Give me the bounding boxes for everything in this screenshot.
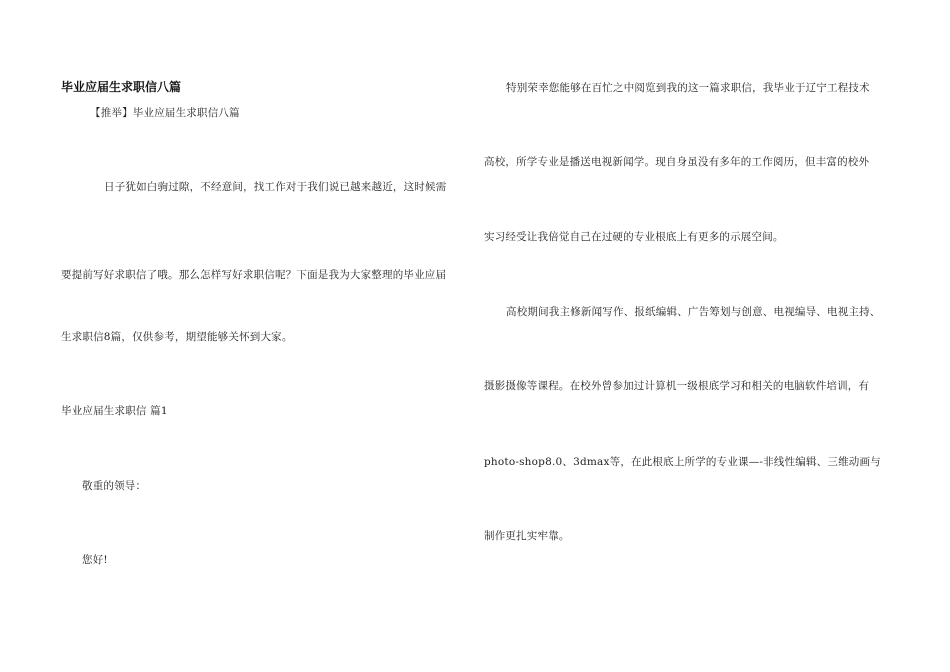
left-paragraph-line: 生求职信8篇，仅供参考，期望能够关怀到大家。 xyxy=(61,331,293,343)
right-paragraph-line: photo-shop8.0、3dmax等，在此根底上所学的专业课—-非线性编辑、三维动画与 xyxy=(484,456,881,468)
left-paragraph-line: 日子犹如白驹过隙，不经意间，找工作对于我们说已越来越近，这时候需 xyxy=(104,181,447,193)
greeting-line: 您好! xyxy=(82,554,108,566)
salutation-line: 敬重的领导： xyxy=(82,480,147,492)
left-paragraph-line: 要提前写好求职信了哦。那么怎样写好求职信呢？下面是我为大家整理的毕业应届 xyxy=(61,269,447,281)
right-paragraph-line: 特别荣幸您能够在百忙之中阅览到我的这一篇求职信，我毕业于辽宁工程技术 xyxy=(506,82,870,94)
right-paragraph-line: 高校，所学专业是播送电视新闻学。现自身虽没有多年的工作阅历，但丰富的校外 xyxy=(484,156,870,168)
recommend-line: 【推举】毕业应届生求职信八篇 xyxy=(90,107,240,119)
right-paragraph-line: 制作更扎实牢靠。 xyxy=(484,530,570,542)
document-title: 毕业应届生求职信八篇 xyxy=(61,80,182,94)
section-heading: 毕业应届生求职信 篇1 xyxy=(61,405,168,417)
right-paragraph-line: 摄影摄像等课程。在校外曾参加过计算机一级根底学习和相关的电脑软件培训，有 xyxy=(484,380,870,392)
right-paragraph-line: 实习经受让我倍觉自己在过硬的专业根底上有更多的示展空间。 xyxy=(484,231,784,243)
right-paragraph-line: 高校期间我主修新闻写作、报纸编辑、广告筹划与创意、电视编导、电视主持、 xyxy=(506,306,881,318)
